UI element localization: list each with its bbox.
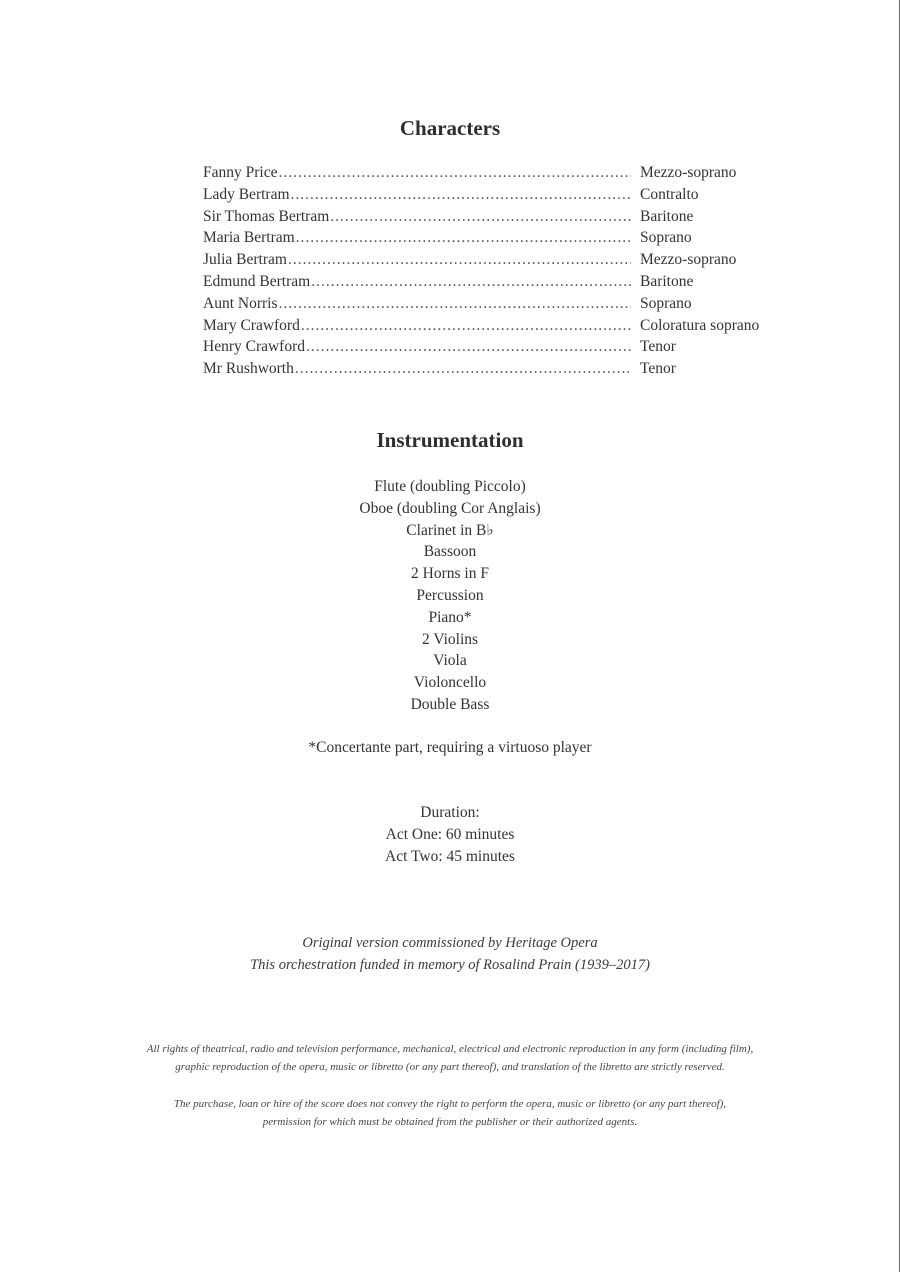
role-voice: Mezzo-soprano — [640, 251, 737, 269]
instrument-item: Piano* — [428, 608, 472, 626]
funding-credit: This orchestration funded in memory of Rosalind Prain (1939–2017) — [250, 957, 650, 973]
dot-leader — [295, 360, 631, 378]
role-voice: Baritone — [640, 207, 694, 225]
role-name: Edmund Bertram — [203, 272, 311, 290]
dot-leader — [291, 186, 631, 204]
rights-notice — [0, 1040, 900, 1076]
cast-row — [203, 295, 803, 317]
role-voice: Contralto — [640, 185, 699, 203]
rights-line: All rights of theatrical, radio and television performance, mechanical, electrical and electronic reproduction in any form (including film), — [146, 1043, 754, 1055]
duration-act-one: Act One: 60 minutes — [385, 825, 515, 843]
role-voice: Tenor — [640, 338, 676, 356]
instrument-item: Viola — [433, 652, 467, 670]
duration-block — [0, 802, 900, 867]
credits-block — [0, 932, 900, 976]
role-voice: Baritone — [640, 272, 694, 290]
role-name: Aunt Norris — [203, 294, 278, 312]
cast-row — [203, 164, 803, 186]
purchase-notice — [0, 1095, 900, 1131]
cast-row — [203, 229, 803, 251]
dot-leader — [278, 295, 631, 313]
cast-row — [203, 208, 803, 230]
footnote-text: *Concertante part, requiring a virtuoso player — [308, 739, 592, 756]
cast-row — [203, 360, 803, 382]
dot-leader — [306, 338, 631, 356]
dot-leader — [330, 208, 631, 226]
instrument-item: 2 Violins — [421, 630, 479, 648]
cast-row — [203, 251, 803, 273]
role-voice: Soprano — [640, 294, 692, 312]
role-name: Maria Bertram — [203, 229, 295, 247]
duration-act-two: Act Two: 45 minutes — [385, 847, 515, 865]
instrument-item: Flute (doubling Piccolo) — [374, 478, 526, 495]
dot-leader — [311, 273, 631, 291]
purchase-line: The purchase, loan or hire of the score does not convey the right to perform the opera, music or libretto (or any part thereof), — [173, 1098, 727, 1110]
duration-label: Duration: — [420, 804, 480, 821]
role-voice: Coloratura soprano — [640, 316, 760, 334]
role-name: Henry Crawford — [203, 338, 306, 356]
dot-leader — [288, 251, 631, 269]
role-name: Sir Thomas Bertram — [203, 207, 330, 225]
role-name: Mr Rushworth — [203, 360, 294, 378]
characters-heading: Characters — [399, 116, 501, 140]
role-name: Julia Bertram — [203, 251, 287, 269]
cast-row — [203, 338, 803, 360]
role-name: Fanny Price — [203, 164, 278, 181]
role-voice: Soprano — [640, 229, 692, 247]
dot-leader — [278, 164, 631, 182]
instrument-item: Violoncello — [413, 674, 487, 692]
instrument-item: 2 Horns in F — [411, 565, 489, 583]
cast-list — [203, 164, 803, 382]
instrument-item: Clarinet in B♭ — [406, 521, 494, 539]
cast-row — [203, 186, 803, 208]
cast-row — [203, 317, 803, 339]
role-voice: Mezzo-soprano — [640, 164, 737, 181]
cast-row — [203, 273, 803, 295]
role-name: Lady Bertram — [203, 185, 290, 203]
role-voice: Tenor — [640, 360, 676, 378]
instrumentation-heading: Instrumentation — [376, 428, 524, 452]
instrument-item: Bassoon — [423, 543, 477, 561]
instrument-item: Double Bass — [410, 695, 490, 713]
rights-line: graphic reproduction of the opera, music or libretto (or any part thereof), and translation of the libretto are strictly reserved. — [175, 1061, 725, 1073]
instrument-item: Percussion — [416, 586, 484, 604]
role-name: Mary Crawford — [203, 316, 300, 334]
piano-footnote — [0, 737, 900, 759]
commission-credit: Original version commissioned by Heritage Opera — [302, 935, 598, 951]
dot-leader — [296, 229, 631, 247]
instrument-list — [0, 476, 900, 716]
dot-leader — [301, 317, 631, 335]
instrument-item: Oboe (doubling Cor Anglais) — [359, 499, 541, 517]
purchase-line: permission for which must be obtained from the publisher or their authorized agents. — [262, 1116, 638, 1128]
